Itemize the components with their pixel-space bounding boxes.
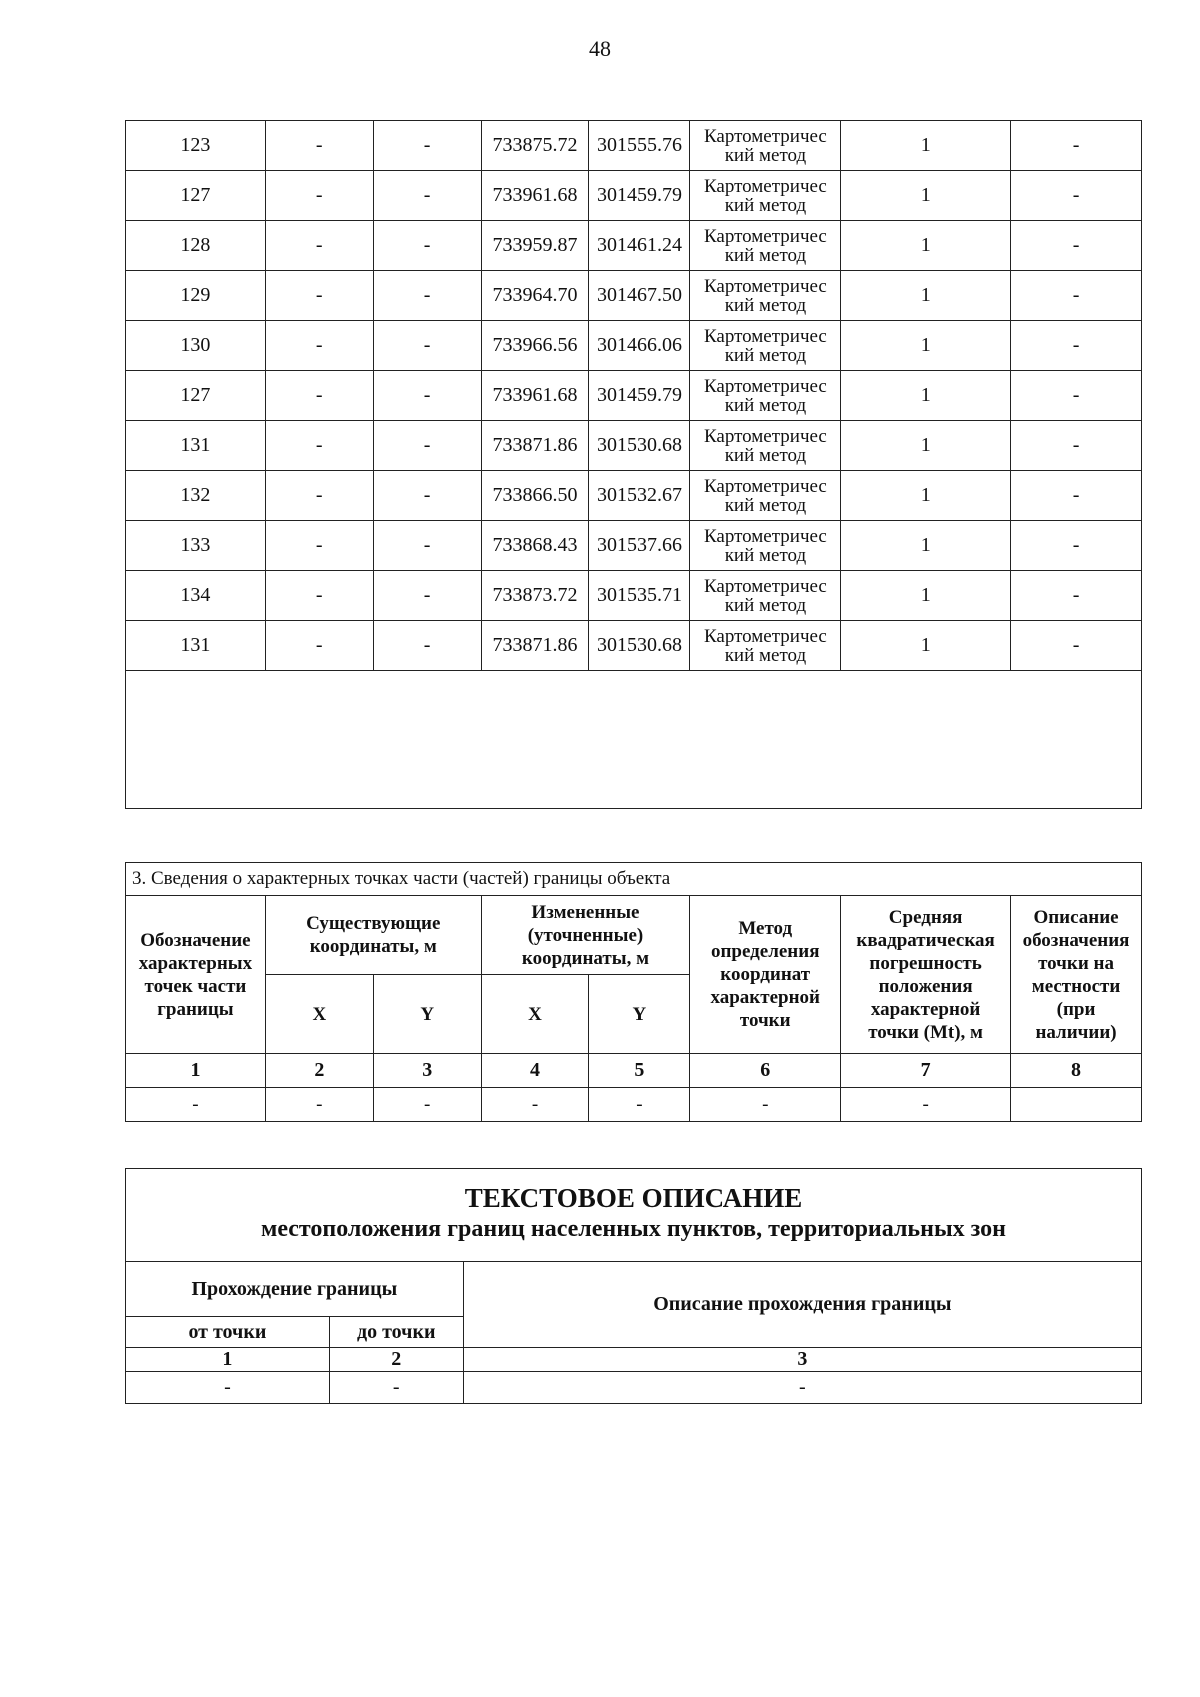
header-existing-x: X <box>265 975 373 1054</box>
method-cell: Картометричес кий метод <box>690 621 841 671</box>
subtitle: местоположения границ населенных пунктов, территориальных зон <box>260 1216 1007 1242</box>
ex-x-cell: - <box>265 321 373 371</box>
mt-cell: 1 <box>841 271 1011 321</box>
y-cell: 301532.67 <box>589 471 690 521</box>
table-row <box>126 571 1142 621</box>
ex-x-cell: - <box>265 221 373 271</box>
empty-cell <box>126 671 1142 809</box>
column-number: 6 <box>690 1054 841 1088</box>
table-row <box>126 171 1142 221</box>
desc-cell: - <box>1011 471 1142 521</box>
point-cell: 127 <box>126 371 266 421</box>
ex-x-cell: - <box>265 421 373 471</box>
header-description: Описание обозначения точки на местности (при наличии) <box>1011 896 1142 1054</box>
column-number: 4 <box>481 1054 589 1088</box>
mt-cell: 1 <box>841 121 1011 171</box>
method-cell: Картометричес кий метод <box>690 321 841 371</box>
column-number: 3 <box>373 1054 481 1088</box>
point-cell: 129 <box>126 271 266 321</box>
table-row <box>126 471 1142 521</box>
value-cell: - <box>373 1088 481 1122</box>
column-numbers-row <box>126 1054 1142 1088</box>
value-cell: - <box>329 1372 463 1404</box>
mt-cell: 1 <box>841 521 1011 571</box>
x-cell: 733966.56 <box>481 321 589 371</box>
header-from-point: от точки <box>126 1317 330 1348</box>
value-cell <box>1011 1088 1142 1122</box>
header-passage: Прохождение границы <box>126 1262 464 1317</box>
x-cell: 733868.43 <box>481 521 589 571</box>
method-cell: Картометричес кий метод <box>690 171 841 221</box>
y-cell: 301555.76 <box>589 121 690 171</box>
y-cell: 301537.66 <box>589 521 690 571</box>
ex-y-cell: - <box>373 521 481 571</box>
passage-header-row <box>126 1262 1142 1317</box>
value-cell: - <box>481 1088 589 1122</box>
y-cell: 301535.71 <box>589 571 690 621</box>
header-to-point: до точки <box>329 1317 463 1348</box>
value-cell: - <box>841 1088 1011 1122</box>
header-existing-y: Y <box>373 975 481 1054</box>
value-cell: - <box>463 1372 1141 1404</box>
desc-cell: - <box>1011 271 1142 321</box>
ex-y-cell: - <box>373 621 481 671</box>
ex-y-cell: - <box>373 471 481 521</box>
x-cell: 733873.72 <box>481 571 589 621</box>
method-cell: Картометричес кий метод <box>690 221 841 271</box>
ex-x-cell: - <box>265 621 373 671</box>
method-cell: Картометричес кий метод <box>690 271 841 321</box>
method-cell: Картометричес кий метод <box>690 421 841 471</box>
mt-cell: 1 <box>841 171 1011 221</box>
table-row <box>126 621 1142 671</box>
x-cell: 733871.86 <box>481 621 589 671</box>
desc-cell: - <box>1011 321 1142 371</box>
mt-cell: 1 <box>841 371 1011 421</box>
point-cell: 128 <box>126 221 266 271</box>
value-cell: - <box>265 1088 373 1122</box>
header-designation: Обозначение характерных точек части границы <box>126 896 266 1054</box>
table-row <box>126 221 1142 271</box>
method-cell: Картометричес кий метод <box>690 121 841 171</box>
ex-x-cell: - <box>265 471 373 521</box>
x-cell: 733961.68 <box>481 371 589 421</box>
section-3-table <box>125 862 1142 1122</box>
y-cell: 301467.50 <box>589 271 690 321</box>
table-row <box>126 271 1142 321</box>
x-cell: 733875.72 <box>481 121 589 171</box>
header-mean-error: Средняя квадратическая погрешность положения характерной точки (Mt), м <box>841 896 1011 1054</box>
ex-y-cell: - <box>373 371 481 421</box>
value-cell: - <box>690 1088 841 1122</box>
ex-y-cell: - <box>373 121 481 171</box>
header-changed-x: X <box>481 975 589 1054</box>
title-cell <box>126 1169 1142 1262</box>
value-cell: - <box>126 1372 330 1404</box>
desc-cell: - <box>1011 571 1142 621</box>
value-cell: - <box>589 1088 690 1122</box>
mt-cell: 1 <box>841 421 1011 471</box>
y-cell: 301459.79 <box>589 171 690 221</box>
x-cell: 733871.86 <box>481 421 589 471</box>
coordinates-table <box>125 120 1142 809</box>
column-number: 7 <box>841 1054 1011 1088</box>
value-cell: - <box>126 1088 266 1122</box>
page-number: 48 <box>589 36 611 61</box>
mt-cell: 1 <box>841 621 1011 671</box>
header-row <box>126 896 1142 975</box>
ex-y-cell: - <box>373 321 481 371</box>
ex-y-cell: - <box>373 571 481 621</box>
column-number: 5 <box>589 1054 690 1088</box>
desc-cell: - <box>1011 221 1142 271</box>
ex-y-cell: - <box>373 421 481 471</box>
ex-y-cell: - <box>373 271 481 321</box>
values-row <box>126 1372 1142 1404</box>
header-passage-description: Описание прохождения границы <box>463 1262 1141 1348</box>
desc-cell: - <box>1011 371 1142 421</box>
column-numbers-row <box>126 1348 1142 1372</box>
values-row <box>126 1088 1142 1122</box>
table-row <box>126 521 1142 571</box>
mt-cell: 1 <box>841 221 1011 271</box>
point-cell: 134 <box>126 571 266 621</box>
column-number: 2 <box>329 1348 463 1372</box>
header-existing-coordinates: Существующие координаты, м <box>265 896 481 975</box>
point-cell: 127 <box>126 171 266 221</box>
desc-cell: - <box>1011 421 1142 471</box>
ex-x-cell: - <box>265 521 373 571</box>
ex-y-cell: - <box>373 221 481 271</box>
main-title: ТЕКСТОВОЕ ОПИСАНИЕ <box>464 1183 803 1213</box>
ex-x-cell: - <box>265 121 373 171</box>
ex-x-cell: - <box>265 271 373 321</box>
y-cell: 301461.24 <box>589 221 690 271</box>
y-cell: 301530.68 <box>589 621 690 671</box>
method-cell: Картометричес кий метод <box>690 521 841 571</box>
table-row <box>126 371 1142 421</box>
y-cell: 301466.06 <box>589 321 690 371</box>
header-changed-coordinates: Измененные (уточненные) координаты, м <box>481 896 690 975</box>
ex-x-cell: - <box>265 171 373 221</box>
mt-cell: 1 <box>841 321 1011 371</box>
column-number: 2 <box>265 1054 373 1088</box>
column-number: 8 <box>1011 1054 1142 1088</box>
table-row <box>126 421 1142 471</box>
table-row <box>126 121 1142 171</box>
point-cell: 133 <box>126 521 266 571</box>
point-cell: 131 <box>126 421 266 471</box>
method-cell: Картометричес кий метод <box>690 371 841 421</box>
x-cell: 733964.70 <box>481 271 589 321</box>
text-description-table <box>125 1168 1142 1404</box>
header-method: Метод определения координат характерной точки <box>690 896 841 1054</box>
point-cell: 130 <box>126 321 266 371</box>
column-number: 1 <box>126 1348 330 1372</box>
y-cell: 301459.79 <box>589 371 690 421</box>
method-cell: Картометричес кий метод <box>690 571 841 621</box>
desc-cell: - <box>1011 521 1142 571</box>
x-cell: 733866.50 <box>481 471 589 521</box>
table-row <box>126 321 1142 371</box>
section-title: 3. Сведения о характерных точках части (частей) границы объекта <box>126 863 1142 896</box>
x-cell: 733961.68 <box>481 171 589 221</box>
header-changed-y: Y <box>589 975 690 1054</box>
section-title-row <box>126 863 1142 896</box>
ex-y-cell: - <box>373 171 481 221</box>
point-cell: 123 <box>126 121 266 171</box>
ex-x-cell: - <box>265 371 373 421</box>
desc-cell: - <box>1011 121 1142 171</box>
title-row <box>126 1169 1142 1262</box>
point-cell: 131 <box>126 621 266 671</box>
point-cell: 132 <box>126 471 266 521</box>
desc-cell: - <box>1011 171 1142 221</box>
desc-cell: - <box>1011 621 1142 671</box>
mt-cell: 1 <box>841 571 1011 621</box>
method-cell: Картометричес кий метод <box>690 471 841 521</box>
mt-cell: 1 <box>841 471 1011 521</box>
x-cell: 733959.87 <box>481 221 589 271</box>
empty-row <box>126 671 1142 809</box>
y-cell: 301530.68 <box>589 421 690 471</box>
column-number: 1 <box>126 1054 266 1088</box>
column-number: 3 <box>463 1348 1141 1372</box>
ex-x-cell: - <box>265 571 373 621</box>
